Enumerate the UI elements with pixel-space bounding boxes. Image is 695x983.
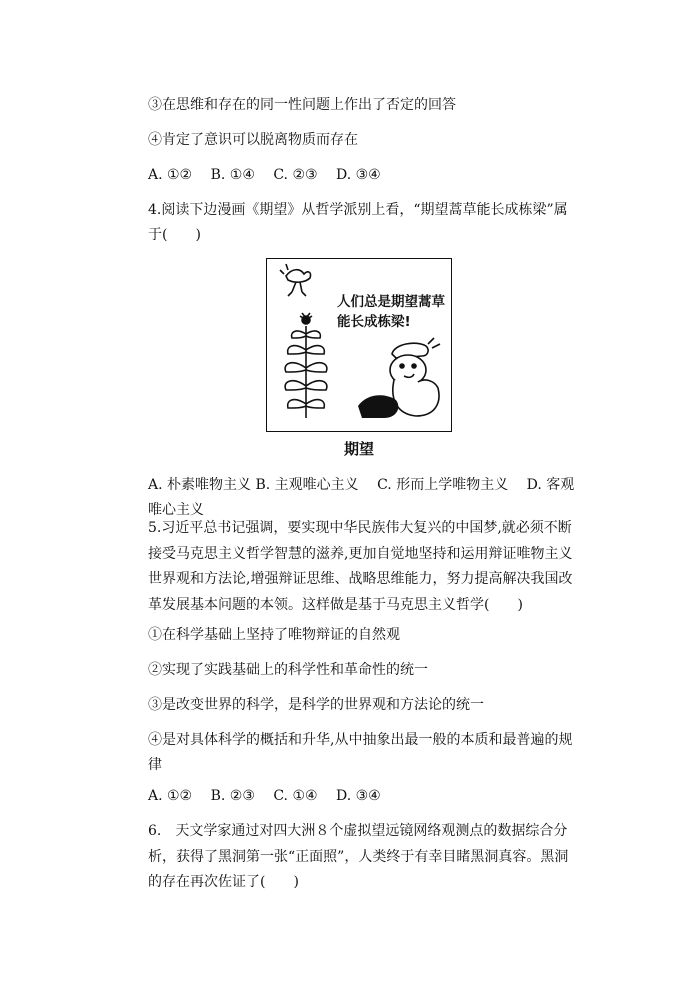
q5-option-3: ③是改变世界的科学，是科学的世界观和方法论的统一 bbox=[148, 697, 484, 713]
q3-answer-choices bbox=[148, 167, 578, 183]
q5-option-2: ②实现了实践基础上的科学性和革命性的统一 bbox=[148, 662, 428, 678]
cloth-drawing bbox=[358, 395, 398, 418]
q3-choice-a: A. ①② bbox=[148, 167, 193, 183]
q5-option-1: ①在科学基础上坚持了唯物辩证的自然观 bbox=[148, 627, 400, 643]
bird-drawing bbox=[280, 264, 311, 296]
q5-choice-d: D. ③④ bbox=[336, 788, 381, 804]
q3-option-4: ④肯定了意识可以脱离物质而存在 bbox=[148, 132, 358, 148]
q5-answer-choices bbox=[148, 788, 578, 804]
q4-answer-choices: A. 朴素唯物主义 B. 主观唯心主义 C. 形而上学唯物主义 D. 客观唯心主义 bbox=[148, 477, 575, 518]
cartoon-caption: 期望 bbox=[343, 440, 374, 458]
q4-stem: 4.阅读下边漫画《期望》从哲学派别上看，“期望蒿草能长成栋梁”属于( ) bbox=[148, 202, 568, 243]
q5-stem: 5.习近平总书记强调，要实现中华民族伟大复兴的中国梦,就必须不断接受马克思主义哲学智慧的滋养,更加自觉地坚持和运用辩证唯物主义世界观和方法论,增强辩证思维、战略思维能力，努力提高解决我国改革发展基本问题的本领。这样做是基于马克思主义哲学( ) bbox=[148, 520, 573, 613]
q5-option-4: ④是对具体科学的概括和升华,从中抽象出最一般的本质和最普遍的规律 bbox=[148, 732, 573, 773]
q3-choice-b: B. ①④ bbox=[210, 167, 255, 183]
cartoon-speech-text: 人们总是期望蒿草能长成栋梁! bbox=[337, 294, 445, 330]
q5-choice-c: C. ①④ bbox=[273, 788, 318, 804]
cartoon-drawing bbox=[266, 258, 452, 432]
q3-choice-c: C. ②③ bbox=[273, 167, 318, 183]
q6-stem: 6. 天文学家通过对四大洲８个虚拟望远镜网络观测点的数据综合分析，获得了黑洞第一张“正面照”，人类终于有幸目睹黑洞真容。黑洞的存在再次佐证了( ) bbox=[148, 823, 569, 890]
q3-choice-d: D. ③④ bbox=[336, 167, 381, 183]
q5-choice-a: A. ①② bbox=[148, 788, 193, 804]
q5-choice-b: B. ②③ bbox=[210, 788, 255, 804]
weed-plant-drawing bbox=[285, 313, 327, 418]
q3-option-3: ③在思维和存在的同一性问题上作出了否定的回答 bbox=[148, 97, 456, 113]
